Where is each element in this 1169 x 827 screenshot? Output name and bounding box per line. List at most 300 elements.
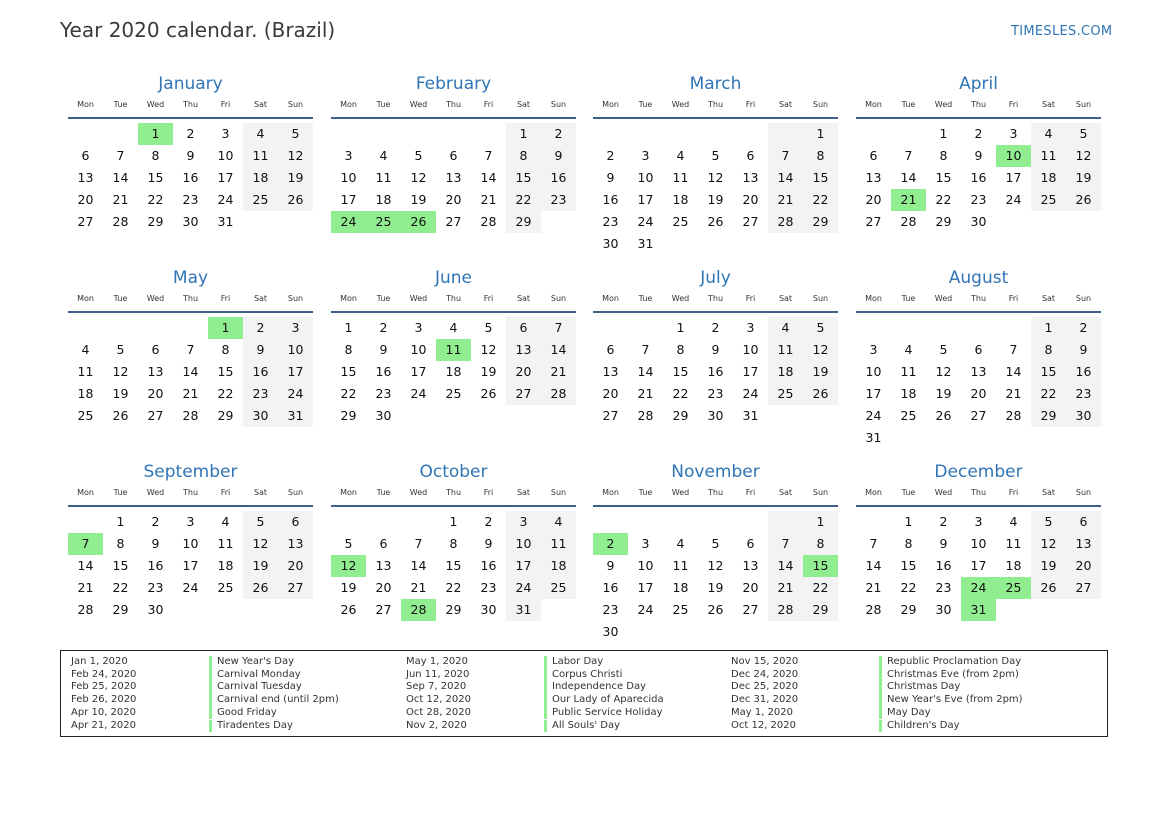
day-cell: 2 [186, 126, 195, 141]
day-cell: 17 [340, 192, 357, 207]
day-cell: 8 [221, 342, 230, 357]
empty-day-cell [401, 405, 436, 427]
day-cell: 1 [939, 126, 948, 141]
day-cell: 24 [506, 577, 541, 599]
legend-holiday-name: Tiradentes Day [209, 720, 293, 733]
weekday-label: Tue [901, 488, 916, 497]
legend-holiday-name: Good Friday [209, 707, 277, 720]
day-cell: 25 [768, 383, 803, 405]
day-cell: 5 [1066, 123, 1101, 145]
day-cell: 4 [676, 148, 685, 163]
day-cell: 8 [506, 145, 541, 167]
day-cell: 3 [221, 126, 230, 141]
month-name: December [934, 462, 1023, 482]
empty-day-cell [243, 211, 278, 233]
day-cell: 26 [707, 602, 724, 617]
legend-holiday-name: New Year's Day [209, 656, 294, 669]
empty-day-cell [803, 621, 838, 643]
day-cell: 20 [147, 386, 164, 401]
day-cell: 11 [541, 533, 576, 555]
day-cell: 10 [637, 170, 654, 185]
weekday-label: Mon [865, 294, 882, 303]
day-cell: 4 [541, 511, 576, 533]
weekday-label: Wed [409, 294, 428, 303]
day-cell: 6 [81, 148, 90, 163]
empty-day-cell [698, 233, 733, 255]
weekday-label: Sun [287, 294, 304, 303]
holiday-day-cell: 12 [331, 555, 366, 577]
weekday-label: Thu [182, 294, 199, 303]
day-cell: 14 [480, 170, 497, 185]
weekday-label: Thu [970, 294, 987, 303]
weekday-label: Wed [671, 100, 690, 109]
day-cell: 18 [541, 555, 576, 577]
empty-day-cell [926, 427, 961, 449]
day-cell: 18 [768, 361, 803, 383]
weekday-header [68, 488, 313, 500]
day-cell: 5 [414, 148, 423, 163]
day-cell: 17 [637, 580, 654, 595]
empty-day-cell [68, 123, 103, 145]
day-cell: 8 [116, 536, 125, 551]
empty-day-cell [1031, 211, 1066, 233]
day-cell: 28 [1005, 408, 1022, 423]
day-cell: 27 [602, 408, 619, 423]
weekday-label: Sat [253, 488, 268, 497]
day-cell: 18 [375, 192, 392, 207]
day-cell: 31 [865, 430, 882, 445]
day-cell: 5 [711, 536, 720, 551]
weekday-label: Thu [707, 294, 724, 303]
day-cell: 28 [112, 214, 129, 229]
day-cell: 6 [606, 342, 615, 357]
empty-day-cell [856, 511, 891, 533]
weekday-label: Sat [253, 100, 268, 109]
empty-day-cell [593, 317, 628, 339]
day-cell: 21 [637, 386, 654, 401]
day-cell: 2 [939, 514, 948, 529]
day-cell: 17 [506, 555, 541, 577]
empty-day-cell [208, 599, 243, 621]
weekday-header [856, 100, 1101, 112]
day-cell: 12 [112, 364, 129, 379]
day-cell: 15 [445, 558, 462, 573]
day-cell: 12 [278, 145, 313, 167]
empty-day-cell [698, 511, 733, 533]
weekday-label: Sat [778, 100, 793, 109]
day-cell: 28 [900, 214, 917, 229]
day-cell: 15 [506, 167, 541, 189]
day-cell: 13 [1066, 533, 1101, 555]
empty-day-cell [173, 599, 208, 621]
legend-holiday-name: Christmas Day [879, 681, 960, 694]
month-divider [331, 117, 576, 119]
site-brand-link[interactable]: TIMESLES.COM [1011, 24, 1113, 39]
weekday-header [593, 294, 838, 306]
day-cell: 30 [1066, 405, 1101, 427]
day-cell: 3 [278, 317, 313, 339]
day-cell: 5 [344, 536, 353, 551]
day-cell: 7 [768, 145, 803, 167]
weekday-header [68, 100, 313, 112]
day-cell: 27 [1066, 577, 1101, 599]
empty-day-cell [103, 123, 138, 145]
month-divider [856, 505, 1101, 507]
day-cell: 9 [606, 170, 615, 185]
legend-holiday-name: Carnival Monday [209, 669, 301, 682]
day-cell: 10 [970, 536, 987, 551]
day-cell: 10 [217, 148, 234, 163]
day-cell: 10 [278, 339, 313, 361]
empty-day-cell [436, 123, 471, 145]
day-cell: 2 [541, 123, 576, 145]
empty-day-cell [768, 621, 803, 643]
day-cell: 15 [112, 558, 129, 573]
legend-date: Apr 10, 2020 [71, 706, 137, 718]
weekday-label: Mon [77, 100, 94, 109]
weekday-label: Tue [376, 488, 391, 497]
day-cell: 26 [707, 214, 724, 229]
day-cell: 7 [414, 536, 423, 551]
month-september [68, 463, 313, 621]
empty-day-cell [733, 123, 768, 145]
month-divider [856, 311, 1101, 313]
day-cell: 19 [707, 580, 724, 595]
day-cell: 1 [904, 514, 913, 529]
day-cell: 15 [803, 167, 838, 189]
day-cell: 24 [217, 192, 234, 207]
empty-day-cell [103, 317, 138, 339]
day-cell: 9 [186, 148, 195, 163]
day-cell: 29 [147, 214, 164, 229]
day-grid [593, 317, 838, 427]
legend-holiday-name: Labor Day [544, 656, 603, 669]
weekday-label: Mon [602, 100, 619, 109]
weekday-label: Sun [812, 100, 829, 109]
weekday-header [331, 100, 576, 112]
day-cell: 31 [217, 214, 234, 229]
day-cell: 21 [410, 580, 427, 595]
day-cell: 29 [217, 408, 234, 423]
day-cell: 25 [77, 408, 94, 423]
day-cell: 11 [672, 170, 689, 185]
day-cell: 14 [637, 364, 654, 379]
day-cell: 2 [1066, 317, 1101, 339]
legend-date: Dec 25, 2020 [731, 681, 799, 693]
legend-holiday-name: Children's Day [879, 720, 960, 733]
weekday-label: Thu [970, 488, 987, 497]
day-cell: 9 [243, 339, 278, 361]
day-cell: 3 [414, 320, 423, 335]
day-cell: 17 [970, 558, 987, 573]
empty-day-cell [471, 123, 506, 145]
day-cell: 28 [77, 602, 94, 617]
empty-day-cell [733, 621, 768, 643]
day-grid [68, 511, 313, 621]
day-cell: 17 [865, 386, 882, 401]
empty-day-cell [628, 317, 663, 339]
day-cell: 25 [900, 408, 917, 423]
day-cell: 11 [217, 536, 234, 551]
day-cell: 13 [278, 533, 313, 555]
month-august [856, 269, 1101, 449]
day-cell: 29 [803, 211, 838, 233]
day-cell: 14 [410, 558, 427, 573]
empty-day-cell [436, 405, 471, 427]
legend-holiday-name: Our Lady of Aparecida [544, 694, 664, 707]
day-cell: 19 [278, 167, 313, 189]
empty-day-cell [996, 599, 1031, 621]
legend-date: Feb 24, 2020 [71, 668, 137, 680]
day-cell: 27 [970, 408, 987, 423]
weekday-label: Wed [409, 488, 428, 497]
day-cell: 22 [900, 580, 917, 595]
day-cell: 16 [243, 361, 278, 383]
day-cell: 9 [151, 536, 160, 551]
legend-date: Nov 15, 2020 [731, 656, 799, 667]
day-cell: 9 [379, 342, 388, 357]
day-cell: 31 [742, 408, 759, 423]
day-cell: 6 [746, 148, 755, 163]
day-cell: 26 [1031, 577, 1066, 599]
day-cell: 5 [243, 511, 278, 533]
page-title: Year 2020 calendar. (Brazil) [60, 18, 336, 42]
day-cell: 25 [243, 189, 278, 211]
day-cell: 11 [375, 170, 392, 185]
day-cell: 11 [1031, 145, 1066, 167]
day-cell: 13 [147, 364, 164, 379]
legend-date: Oct 12, 2020 [406, 694, 471, 706]
day-cell: 28 [768, 599, 803, 621]
weekday-label: Tue [638, 100, 653, 109]
month-name: April [959, 74, 998, 94]
month-divider [68, 505, 313, 507]
day-cell: 21 [182, 386, 199, 401]
day-cell: 30 [375, 408, 392, 423]
day-cell: 8 [344, 342, 353, 357]
day-cell: 14 [182, 364, 199, 379]
day-cell: 16 [182, 170, 199, 185]
day-cell: 24 [742, 386, 759, 401]
day-cell: 22 [445, 580, 462, 595]
day-cell: 10 [506, 533, 541, 555]
day-cell: 15 [147, 170, 164, 185]
day-cell: 5 [711, 148, 720, 163]
weekday-label: Sun [287, 100, 304, 109]
day-grid [68, 123, 313, 233]
month-name: July [700, 268, 731, 288]
day-cell: 2 [243, 317, 278, 339]
weekday-label: Sun [1075, 488, 1092, 497]
day-cell: 18 [1005, 558, 1022, 573]
day-cell: 10 [865, 364, 882, 379]
day-cell: 17 [1005, 170, 1022, 185]
day-cell: 3 [641, 148, 650, 163]
empty-day-cell [996, 211, 1031, 233]
day-cell: 31 [278, 405, 313, 427]
legend-holiday-name: All Souls' Day [544, 720, 620, 733]
day-cell: 2 [379, 320, 388, 335]
weekday-label: Sun [550, 294, 567, 303]
day-cell: 8 [803, 533, 838, 555]
day-cell: 4 [379, 148, 388, 163]
day-cell: 23 [935, 580, 952, 595]
day-cell: 23 [480, 580, 497, 595]
day-cell: 17 [410, 364, 427, 379]
weekday-label: Fri [220, 100, 231, 109]
day-cell: 24 [865, 408, 882, 423]
month-name: August [948, 268, 1009, 288]
weekday-label: Fri [745, 100, 756, 109]
day-grid [68, 317, 313, 427]
weekday-label: Sun [550, 100, 567, 109]
empty-day-cell [138, 317, 173, 339]
legend-date: Jan 1, 2020 [71, 656, 128, 667]
day-cell: 11 [900, 364, 917, 379]
day-grid [331, 317, 576, 427]
day-cell: 24 [182, 580, 199, 595]
day-cell: 20 [445, 192, 462, 207]
day-cell: 20 [77, 192, 94, 207]
day-cell: 3 [344, 148, 353, 163]
day-cell: 4 [1009, 514, 1018, 529]
day-cell: 21 [541, 361, 576, 383]
day-cell: 13 [865, 170, 882, 185]
day-cell: 25 [541, 577, 576, 599]
day-cell: 10 [182, 536, 199, 551]
weekday-label: Sat [1041, 488, 1056, 497]
empty-day-cell [593, 123, 628, 145]
day-cell: 17 [637, 192, 654, 207]
day-cell: 29 [900, 602, 917, 617]
day-cell: 16 [480, 558, 497, 573]
holiday-day-cell: 28 [401, 599, 436, 621]
weekday-label: Thu [445, 294, 462, 303]
day-cell: 12 [1031, 533, 1066, 555]
day-cell: 22 [803, 577, 838, 599]
weekday-label: Sat [516, 488, 531, 497]
day-cell: 15 [217, 364, 234, 379]
day-cell: 6 [506, 317, 541, 339]
day-cell: 1 [344, 320, 353, 335]
day-cell: 1 [1031, 317, 1066, 339]
month-divider [593, 311, 838, 313]
empty-day-cell [891, 317, 926, 339]
empty-day-cell [891, 123, 926, 145]
day-cell: 18 [1031, 167, 1066, 189]
day-cell: 11 [768, 339, 803, 361]
holiday-day-cell: 10 [996, 145, 1031, 167]
day-cell: 26 [278, 189, 313, 211]
day-grid [856, 317, 1101, 449]
day-cell: 2 [484, 514, 493, 529]
day-cell: 29 [506, 211, 541, 233]
day-cell: 22 [112, 580, 129, 595]
day-cell: 28 [541, 383, 576, 405]
legend-holiday-name: Carnival end (until 2pm) [209, 694, 339, 707]
weekday-label: Tue [901, 100, 916, 109]
day-cell: 27 [742, 602, 759, 617]
day-cell: 4 [243, 123, 278, 145]
day-cell: 21 [1005, 386, 1022, 401]
weekday-label: Fri [1008, 294, 1019, 303]
day-cell: 30 [602, 236, 619, 251]
day-cell: 22 [506, 189, 541, 211]
holiday-day-cell: 24 [331, 211, 366, 233]
empty-day-cell [1031, 599, 1066, 621]
day-cell: 30 [480, 602, 497, 617]
day-cell: 15 [340, 364, 357, 379]
day-cell: 10 [340, 170, 357, 185]
empty-day-cell [541, 599, 576, 621]
day-cell: 10 [637, 558, 654, 573]
day-cell: 28 [182, 408, 199, 423]
day-cell: 18 [672, 580, 689, 595]
legend-holiday-name: Public Service Holiday [544, 707, 663, 720]
day-cell: 19 [480, 364, 497, 379]
day-cell: 26 [1066, 189, 1101, 211]
day-cell: 29 [1031, 405, 1066, 427]
weekday-label: Wed [146, 488, 165, 497]
day-cell: 21 [480, 192, 497, 207]
month-divider [331, 505, 576, 507]
empty-day-cell [996, 317, 1031, 339]
day-cell: 14 [541, 339, 576, 361]
day-grid [856, 123, 1101, 233]
day-cell: 2 [974, 126, 983, 141]
day-cell: 23 [602, 214, 619, 229]
month-name: September [143, 462, 238, 482]
day-cell: 4 [904, 342, 913, 357]
empty-day-cell [733, 233, 768, 255]
holiday-day-cell: 24 [961, 577, 996, 599]
day-grid [593, 511, 838, 643]
day-cell: 2 [606, 148, 615, 163]
day-cell: 6 [1066, 511, 1101, 533]
day-cell: 19 [935, 386, 952, 401]
weekday-label: Sun [550, 488, 567, 497]
weekday-label: Fri [1008, 488, 1019, 497]
day-cell: 24 [278, 383, 313, 405]
day-cell: 10 [410, 342, 427, 357]
holiday-day-cell: 21 [891, 189, 926, 211]
day-cell: 26 [803, 383, 838, 405]
month-divider [593, 505, 838, 507]
day-cell: 13 [742, 558, 759, 573]
month-june [331, 269, 576, 427]
weekday-label: Mon [340, 100, 357, 109]
weekday-label: Sat [1041, 294, 1056, 303]
month-divider [593, 117, 838, 119]
day-cell: 21 [77, 580, 94, 595]
day-cell: 8 [904, 536, 913, 551]
day-cell: 30 [935, 602, 952, 617]
legend-date: Oct 28, 2020 [406, 706, 471, 718]
weekday-header [68, 294, 313, 306]
day-cell: 14 [112, 170, 129, 185]
day-cell: 30 [602, 624, 619, 639]
weekday-label: Fri [745, 488, 756, 497]
day-cell: 23 [602, 602, 619, 617]
day-cell: 24 [1005, 192, 1022, 207]
day-cell: 18 [243, 167, 278, 189]
weekday-label: Tue [113, 100, 128, 109]
day-cell: 17 [182, 558, 199, 573]
day-cell: 31 [506, 599, 541, 621]
day-cell: 1 [676, 320, 685, 335]
weekday-label: Mon [602, 488, 619, 497]
holiday-day-cell: 7 [68, 533, 103, 555]
